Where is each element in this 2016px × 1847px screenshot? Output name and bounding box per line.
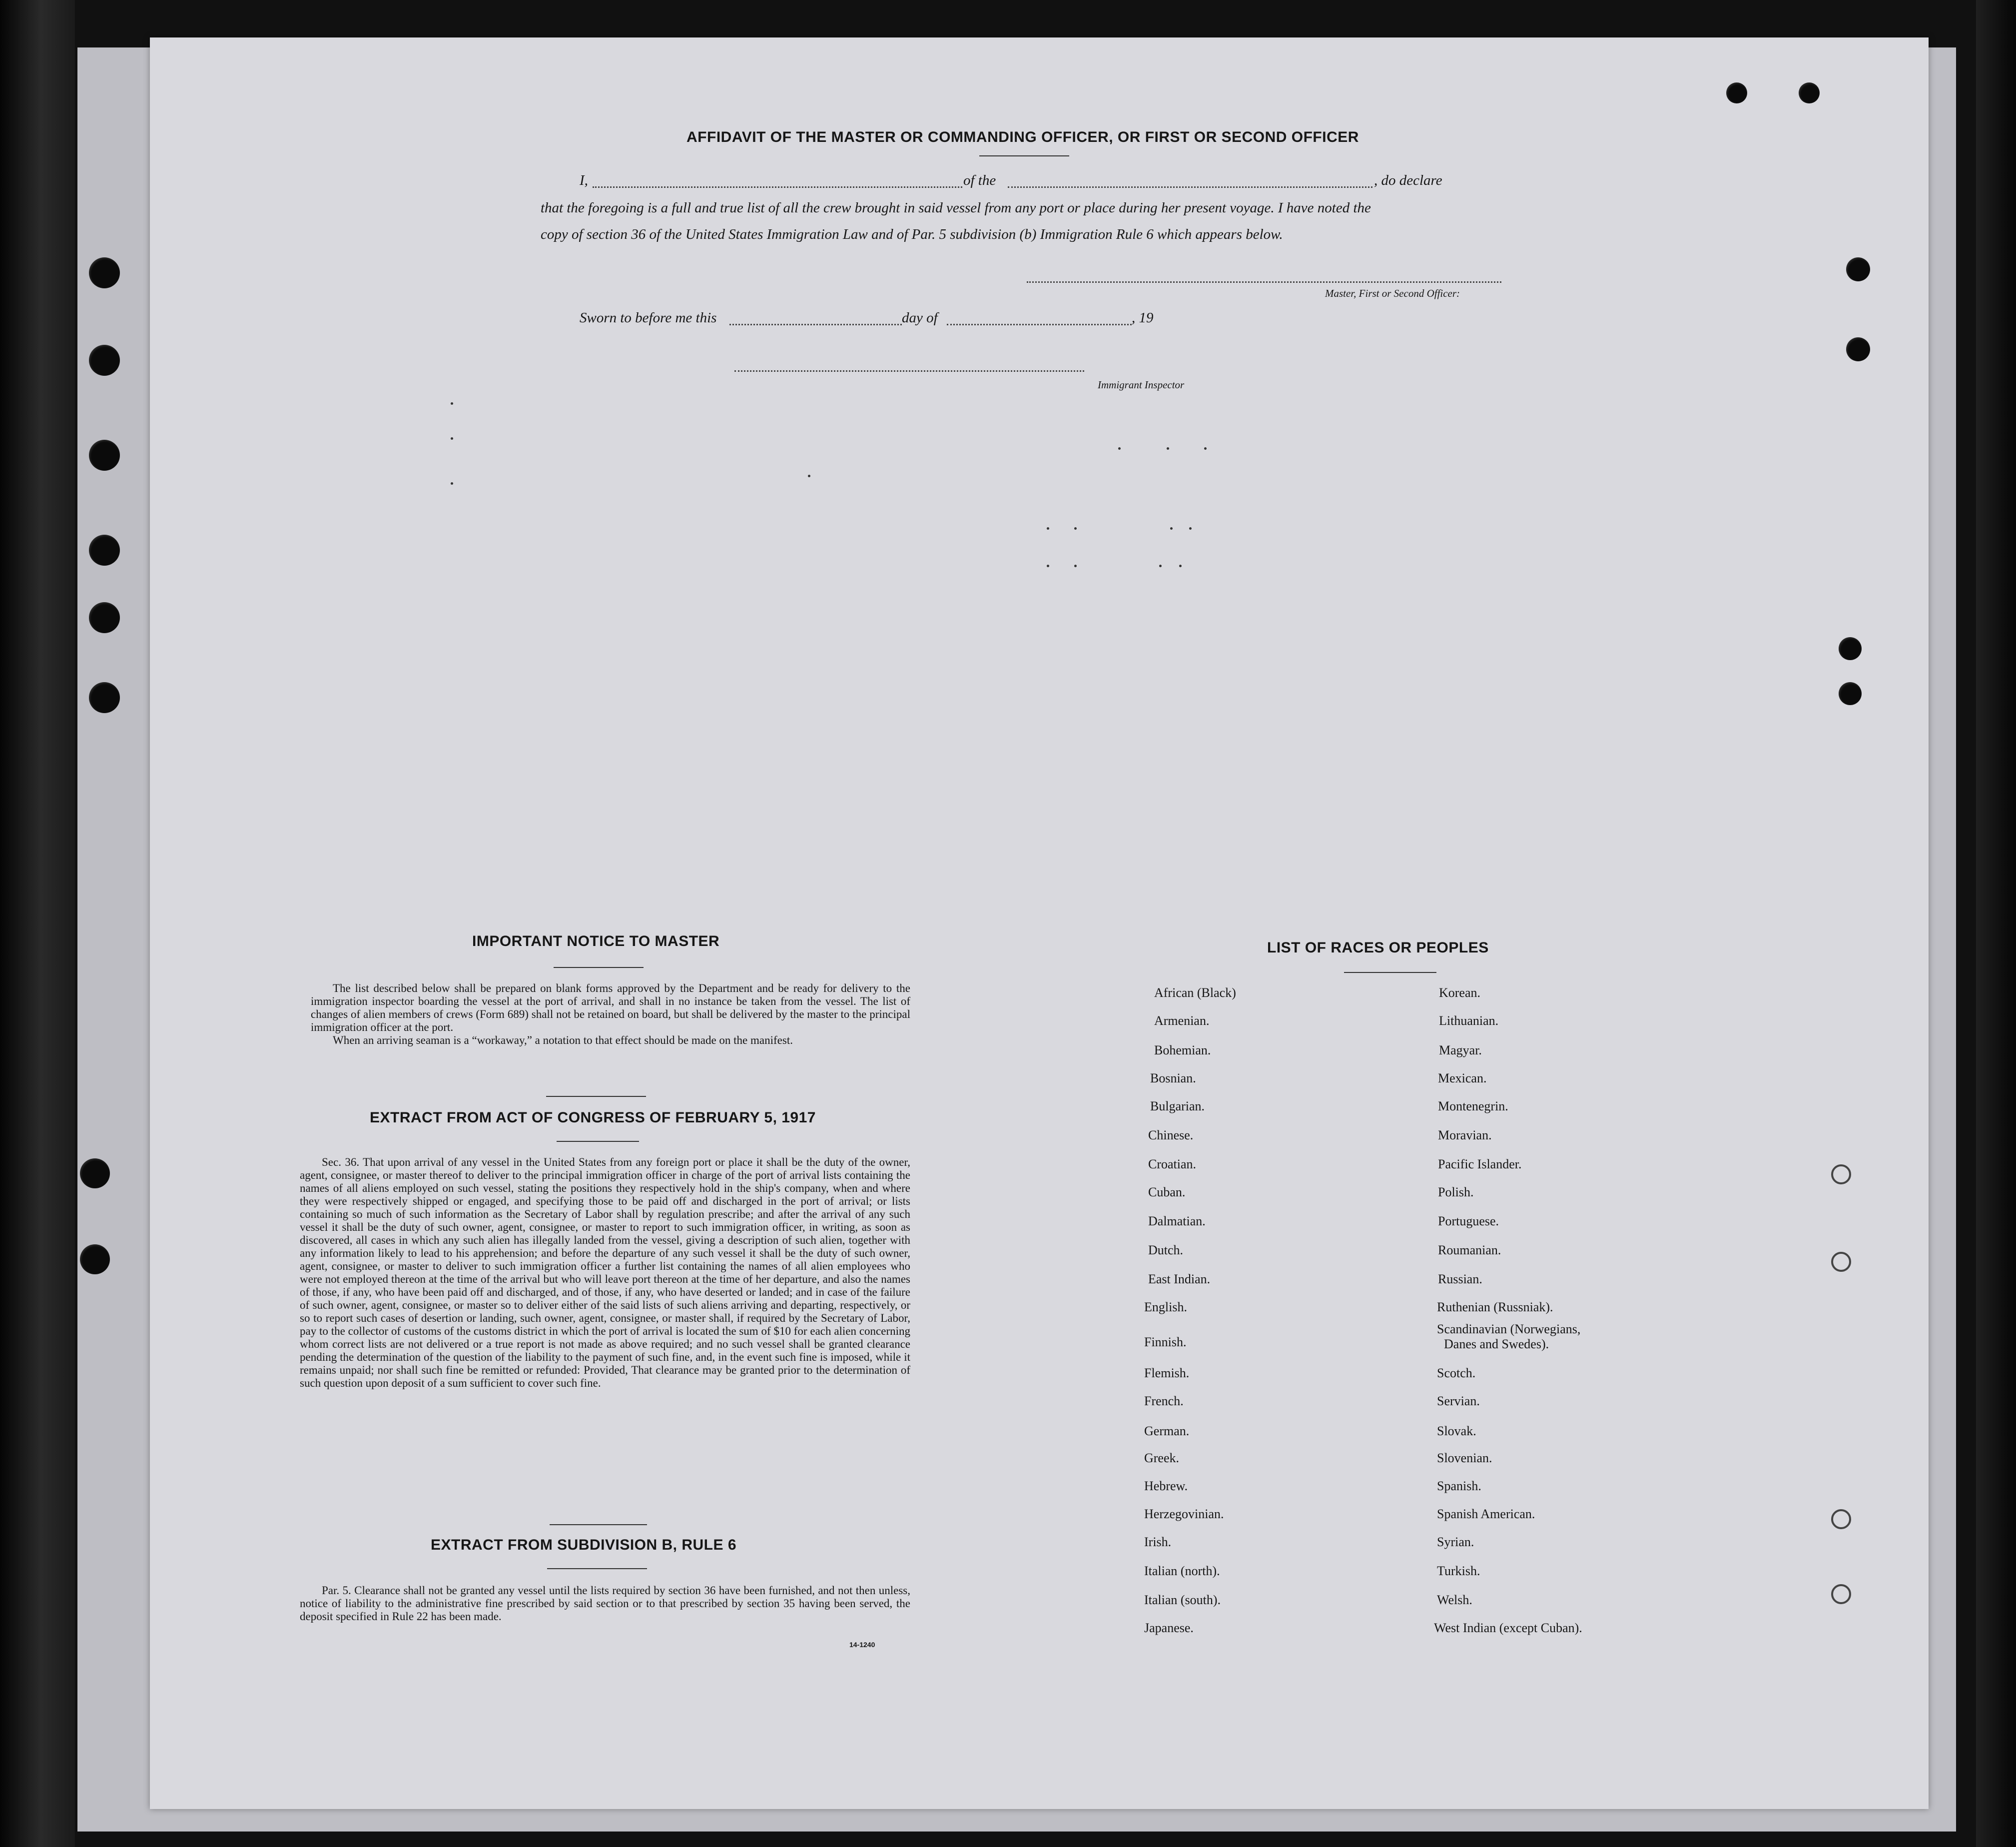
speck [1159,565,1162,567]
affidavit-do-declare: , do declare [1374,172,1442,188]
race-item: West Indian (except Cuban). [1434,1621,1582,1635]
race-item: Scandinavian (Norwegians, [1437,1322,1581,1336]
race-item: Slovenian. [1437,1451,1492,1465]
race-item: Hebrew. [1144,1479,1188,1493]
race-item: Spanish American. [1437,1507,1535,1521]
race-item: Ruthenian (Russniak). [1437,1300,1553,1314]
race-item: Cuban. [1148,1185,1186,1199]
extract-act-title-rule [557,1141,639,1142]
speck [1074,565,1077,567]
par-5-text: Par. 5. Clearance shall not be granted any vessel until the lists required by section 36 have been furnished, and not then unless, notice of liability to the administrative fine prescribed by said section or to that prescribed by section 35 having been served, the deposit specified in Rule 22 has been made. [300,1584,910,1623]
binder-hole [1846,337,1870,361]
race-item: Finnish. [1144,1335,1187,1349]
race-item: Japanese. [1144,1621,1194,1635]
inspector-label: Immigrant Inspector [1098,379,1185,391]
name-blank[interactable] [593,186,962,188]
race-item: Italian (south). [1144,1593,1221,1607]
race-item: Scotch. [1437,1366,1476,1380]
race-item: Portuguese. [1438,1214,1499,1228]
race-item: Irish. [1144,1535,1172,1549]
speck [1170,527,1173,530]
speck [1074,527,1077,530]
race-item: Polish. [1438,1185,1474,1199]
race-item: Bohemian. [1154,1043,1211,1057]
race-item: German. [1144,1424,1190,1438]
form-number: 14-1240 [849,1641,875,1649]
speck [1118,447,1121,450]
race-item: Bulgarian. [1150,1099,1205,1113]
race-item: Flemish. [1144,1366,1190,1380]
race-item: French. [1144,1394,1184,1408]
race-item: Dalmatian. [1148,1214,1206,1228]
speck [1047,527,1049,530]
speck [1047,565,1049,567]
vessel-blank[interactable] [1008,186,1372,188]
affidavit-i-label: I, [580,172,588,188]
race-item: Russian. [1438,1272,1482,1286]
race-item: Lithuanian. [1439,1013,1499,1028]
race-item: Bosnian. [1150,1071,1196,1085]
binder-hole [1726,82,1747,103]
binder-hole [89,602,120,633]
race-item: English. [1144,1300,1187,1314]
speck [1179,565,1182,567]
extract-rule-title-rule [547,1568,647,1569]
document-page [150,37,1929,1809]
affidavit-of-the-label: of the [963,172,996,188]
notice-title: IMPORTANT NOTICE TO MASTER [472,933,720,949]
binder-hole [1846,257,1870,281]
speck [451,437,453,440]
race-item: Syrian. [1437,1535,1474,1549]
sworn-label: Sworn to before me this [580,310,717,326]
race-item: Slovak. [1437,1424,1476,1438]
notice-paragraph-2: When an arriving seaman is a “workaway,” a notation to that effect should be made on the manifest. [333,1033,793,1046]
speck [1204,447,1207,450]
section-36-text: Sec. 36. That upon arrival of any vessel in the United States from any foreign port or place it shall be the duty of the owner, agent, consignee, or master thereof to deliver to the principal immigration officer in charge of the port of arrival lists containing the names of all aliens employed on such vessel, stating the positions they respectively hold in the ship's company, when and where they were respectively shipped or engaged, and specifying those to be paid off and discharged in the port of arrival; or lists containing so much of such information as the Secretary of Labor shall by regulation prescribe; and after the arrival of any such vessel it shall be the duty of such owner, agent, consignee, or master to report to such immigration officer, in writing, as soon as discovered, all cases in which any such alien has illegally landed from the vessel, giving a description of such alien, together with any information likely to lead to his apprehension; and before the departure of any such vessel it shall be the duty of such owner, agent, consignee, or master to deliver to such immigration officer a further list containing the names of all alien employees who were not employed thereon at the time of the arrival but who will leave port thereon at the time of her departure, and also the names of those, if any, who have been paid off and discharged, and of those, if any, who have deserted or landed; and in case of the failure of such owner, agent, consignee, or master so to deliver either of the said lists of such aliens arriving and departing, respectively, or so to report such cases of desertion or landing, such owner, agent, consignee, or master shall, if required by the Secretary of Labor, pay to the collector of customs of the customs district in which the port of arrival is located the sum of $10 for each alien concerning whom correct lists are not delivered or a true report is not made as above required; and no such vessel shall be granted clearance pending the determination of the question of the liability to the payment of such fine, and, in the event such fine is imposed, while it remains unpaid; nor shall such fine be remitted or refunded: Provided, That clearance may be granted prior to the determination of such question upon deposit of a sum sufficient to cover such fine. [300,1156,910,1389]
affidavit-title-rule [979,155,1069,156]
race-item: Pacific Islander. [1438,1157,1522,1171]
speck [1189,527,1192,530]
binder-edge-left [0,0,75,1847]
races-title-rule [1344,972,1436,973]
extract-rule-title: EXTRACT FROM SUBDIVISION B, RULE 6 [431,1537,737,1553]
binder-edge-right [1976,0,2016,1847]
race-item: Welsh. [1437,1593,1472,1607]
speck [1167,447,1169,450]
sworn-month-blank[interactable] [947,324,1132,325]
races-title: LIST OF RACES OR PEOPLES [1267,939,1489,956]
affidavit-body-line1: that the foregoing is a full and true list of all the crew brought in said vessel from any port or place during her present voyage. I have noted the [541,200,1371,216]
inspector-signature-blank[interactable] [734,370,1084,372]
speck [451,402,453,405]
race-item: Turkish. [1437,1564,1480,1578]
race-item: Spanish. [1437,1479,1481,1493]
speck [451,482,453,485]
race-item: Mexican. [1438,1071,1487,1085]
master-signature-label: Master, First or Second Officer: [1325,287,1460,299]
binder-hole [1831,1509,1851,1529]
speck [808,475,810,477]
race-item: African (Black) [1154,985,1236,1000]
binder-hole [89,440,120,471]
binder-hole [1839,682,1862,705]
race-item: Roumanian. [1438,1243,1501,1257]
race-item: Magyar. [1439,1043,1482,1057]
race-item: Herzegovinian. [1144,1507,1224,1521]
binder-hole [89,257,120,288]
divider-rule [546,1096,646,1097]
binder-hole [1831,1584,1851,1604]
binder-hole [80,1158,110,1188]
extract-act-title: EXTRACT FROM ACT OF CONGRESS OF FEBRUARY 5, 1917 [370,1109,816,1126]
race-item: Italian (north). [1144,1564,1220,1578]
race-item: East Indian. [1148,1272,1211,1286]
notice-body [311,982,910,1047]
race-item: Montenegrin. [1438,1099,1508,1113]
race-item: Armenian. [1154,1013,1210,1028]
race-item: Dutch. [1148,1243,1184,1257]
race-item: Korean. [1439,985,1481,1000]
day-of-label: day of [902,310,938,326]
notice-title-rule [554,967,644,968]
sworn-day-blank[interactable] [729,324,902,325]
race-item: Servian. [1437,1394,1480,1408]
affidavit-body-line2: copy of section 36 of the United States Immigration Law and of Par. 5 subdivision (b) Immigration Rule 6 which appears below. [541,226,1283,242]
binder-hole [89,682,120,713]
race-item: Danes and Swedes). [1444,1337,1549,1351]
affidavit-title: AFFIDAVIT OF THE MASTER OR COMMANDING OFFICER, OR FIRST OR SECOND OFFICER [686,129,1359,145]
notice-paragraph-1: The list described below shall be prepared on blank forms approved by the Department and be ready for delivery to the immigration inspector boarding the vessel at the port of arrival, and shall in no instance be taken from the vessel. The list of changes of alien members of crews (Form 689) shall not be retained on board, but shall be delivered by the master to the principal immigration officer at the port. [311,982,910,1033]
binder-hole [80,1244,110,1274]
binder-hole [89,345,120,376]
extract-act-body [300,1156,910,1390]
binder-hole [1831,1164,1851,1184]
binder-hole [1799,82,1820,103]
race-item: Greek. [1144,1451,1180,1465]
binder-hole [89,535,120,566]
extract-rule-body [300,1584,910,1623]
race-item: Chinese. [1148,1128,1194,1142]
binder-hole [1839,637,1862,660]
binder-hole [1831,1252,1851,1272]
race-item: Croatian. [1148,1157,1197,1171]
master-signature-blank[interactable] [1027,281,1501,283]
divider-rule [550,1524,647,1525]
year-prefix: , 19 [1132,310,1154,326]
race-item: Moravian. [1438,1128,1492,1142]
